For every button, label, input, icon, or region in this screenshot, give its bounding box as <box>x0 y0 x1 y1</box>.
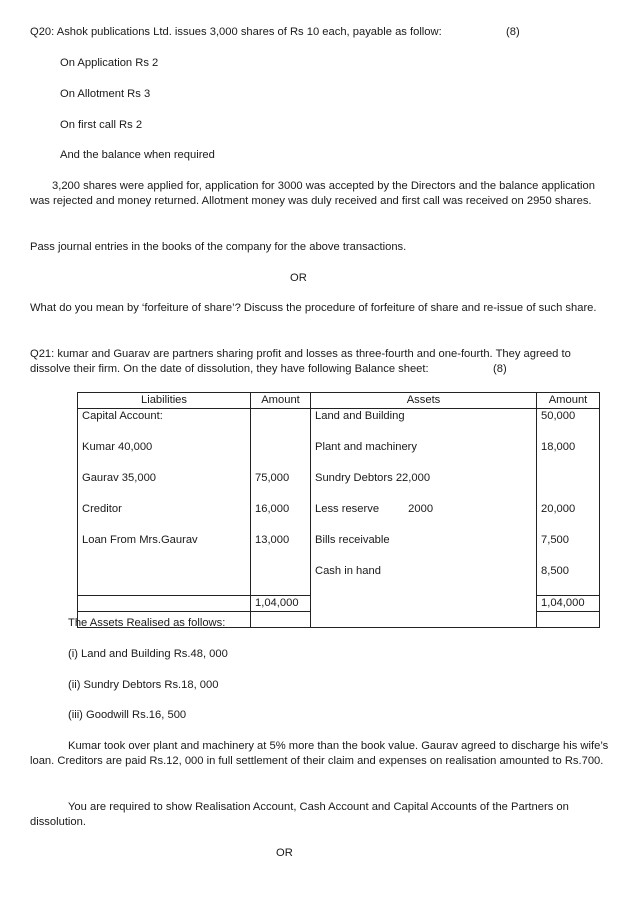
liab-gaurav: Gaurav 35,000 <box>82 472 157 484</box>
q20-title: Q20: Ashok publications Ltd. issues 3,000 shares of Rs 10 each, payable as follow: <box>30 26 442 38</box>
q20-marks: (8) <box>506 26 520 38</box>
asset-less-reserve-line <box>315 502 532 533</box>
amount-capital: 75,000 <box>255 472 290 484</box>
balance-sheet-table <box>77 392 600 628</box>
q21-title-line2: dissolve their firm. On the date of dissolution, they have following Balance sheet: <box>30 363 429 375</box>
realised-goodwill: (iii) Goodwill Rs.16, 500 <box>68 709 187 721</box>
asset-plant-machinery: Plant and machinery <box>315 441 417 453</box>
asset-cash-in-hand: Cash in hand <box>315 565 381 577</box>
q20-item-balance: And the balance when required <box>60 149 215 161</box>
header-liab-amount: Amount <box>251 393 311 409</box>
balance-sheet-header-row <box>78 393 600 409</box>
header-assets: Assets <box>311 393 537 409</box>
header-asset-amount: Amount <box>537 393 600 409</box>
asset-reserve-amount: 2000 <box>408 503 434 515</box>
total-liabilities: 1,04,000 <box>251 596 311 612</box>
q20-alternative-question: What do you mean by ‘forfeiture of share’? Discuss the procedure of forfeiture of share and re-issue of such share. <box>30 302 597 314</box>
liab-loan: Loan From Mrs.Gaurav <box>82 534 198 546</box>
realised-sundry-debtors: (ii) Sundry Debtors Rs.18, 000 <box>68 679 219 691</box>
amount-creditor: 16,000 <box>255 503 290 515</box>
q21-title-line1: Q21: kumar and Guarav are partners sharing profit and losses as three-fourth and one-fourth. They agreed to <box>30 348 571 360</box>
asset-amount-cell <box>537 409 600 596</box>
q21-instruction: You are required to show Realisation Account, Cash Account and Capital Accounts of the Partners on dissolution. <box>30 801 569 828</box>
realised-land-building: (i) Land and Building Rs.48, 000 <box>68 648 228 660</box>
q20-item-application: On Application Rs 2 <box>60 57 159 69</box>
amount-loan: 13,000 <box>255 534 290 546</box>
balance-sheet-body-row <box>78 409 600 596</box>
asset-bills-receivable: Bills receivable <box>315 534 390 546</box>
amount-net-debtors: 20,000 <box>541 503 576 515</box>
liabilities-cell <box>78 409 251 596</box>
assets-cell <box>311 409 537 628</box>
liab-creditor: Creditor <box>82 503 122 515</box>
q20-paragraph: 3,200 shares were applied for, application for 3000 was accepted by the Directors and the balance application was rejected and money returned. Allotment money was duly received and first call was received on 2950 shares. <box>30 180 595 207</box>
q21-marks: (8) <box>493 363 507 375</box>
q21-paragraph: Kumar took over plant and machinery at 5% more than the book value. Gaurav agreed to discharge his wife’s loan. Creditors are paid Rs.12, 000 in full settlement of their claim and expenses on realisation amounted to Rs.700. <box>30 740 609 767</box>
liab-capital-account: Capital Account: <box>82 410 163 422</box>
realised-heading: The Assets Realised as follows: <box>68 617 226 629</box>
asset-sundry-debtors: Sundry Debtors 22,000 <box>315 472 431 484</box>
q20-or: OR <box>290 272 307 284</box>
asset-land-building: Land and Building <box>315 410 405 422</box>
liab-kumar: Kumar 40,000 <box>82 441 153 453</box>
asset-less-reserve: Less reserve <box>315 503 380 515</box>
total-assets: 1,04,000 <box>537 596 600 612</box>
amount-plant-machinery: 18,000 <box>541 441 576 453</box>
q20-item-allotment: On Allotment Rs 3 <box>60 88 151 100</box>
header-liabilities: Liabilities <box>78 393 251 409</box>
q20-instruction: Pass journal entries in the books of the company for the above transactions. <box>30 241 407 253</box>
q21-or: OR <box>276 847 293 859</box>
amount-cash-in-hand: 8,500 <box>541 565 569 577</box>
q20-item-first-call: On first call Rs 2 <box>60 119 143 131</box>
amount-land-building: 50,000 <box>541 410 576 422</box>
liab-amount-cell <box>251 409 311 596</box>
amount-bills-receivable: 7,500 <box>541 534 569 546</box>
